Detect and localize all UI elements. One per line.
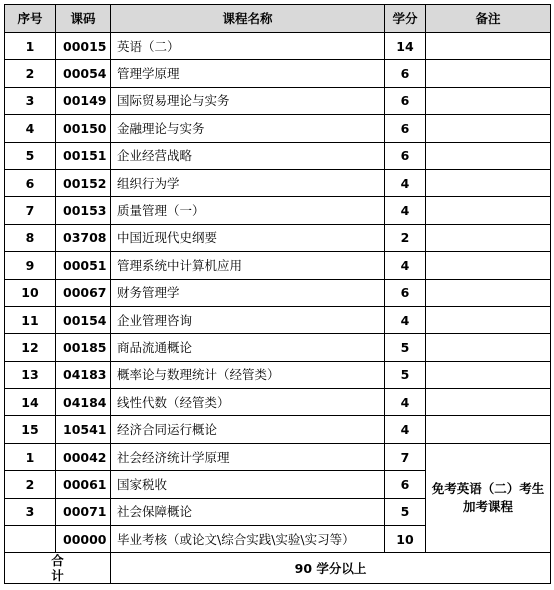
cell-credit: 2 (385, 224, 426, 251)
table-row (5, 443, 551, 470)
table-row (5, 334, 551, 361)
cell-credit: 6 (385, 115, 426, 142)
cell-credit: 4 (385, 416, 426, 443)
cell-credit: 5 (385, 361, 426, 388)
cell-no: 7 (5, 197, 56, 224)
cell-no: 4 (5, 115, 56, 142)
table-row (5, 115, 551, 142)
cell-credit: 6 (385, 87, 426, 114)
cell-note (426, 224, 551, 251)
cell-note (426, 142, 551, 169)
cell-code: 00042 (56, 443, 111, 470)
cell-name: 中国近现代史纲要 (111, 224, 385, 251)
cell-name: 毕业考核（或论文\综合实践\实验\实习等） (111, 526, 385, 553)
cell-code: 00149 (56, 87, 111, 114)
cell-credit: 7 (385, 443, 426, 470)
cell-no: 9 (5, 252, 56, 279)
cell-name: 社会保障概论 (111, 498, 385, 525)
cell-name: 国际贸易理论与实务 (111, 87, 385, 114)
cell-name: 企业经营战略 (111, 142, 385, 169)
cell-name: 概率论与数理统计（经管类） (111, 361, 385, 388)
cell-code: 04184 (56, 389, 111, 416)
cell-name: 英语（二） (111, 33, 385, 60)
cell-name: 金融理论与实务 (111, 115, 385, 142)
header-note: 备注 (426, 5, 551, 33)
cell-code: 03708 (56, 224, 111, 251)
cell-no: 14 (5, 389, 56, 416)
cell-credit: 5 (385, 334, 426, 361)
cell-name: 财务管理学 (111, 279, 385, 306)
cell-note (426, 361, 551, 388)
cell-note (426, 60, 551, 87)
cell-no: 2 (5, 60, 56, 87)
cell-credit: 6 (385, 279, 426, 306)
cell-note (426, 334, 551, 361)
cell-credit: 10 (385, 526, 426, 553)
total-label: 合 计 (5, 553, 111, 584)
total-value: 90 学分以上 (111, 553, 551, 584)
cell-credit: 4 (385, 169, 426, 196)
cell-credit: 14 (385, 33, 426, 60)
cell-code: 10541 (56, 416, 111, 443)
cell-no: 11 (5, 306, 56, 333)
cell-no: 1 (5, 443, 56, 470)
cell-no: 6 (5, 169, 56, 196)
table-row (5, 87, 551, 114)
cell-credit: 5 (385, 498, 426, 525)
cell-name: 企业管理咨询 (111, 306, 385, 333)
cell-note (426, 87, 551, 114)
cell-no (5, 526, 56, 553)
course-table (4, 4, 551, 584)
cell-name: 管理学原理 (111, 60, 385, 87)
cell-note (426, 306, 551, 333)
header-no: 序号 (5, 5, 56, 33)
cell-credit: 6 (385, 142, 426, 169)
cell-note (426, 115, 551, 142)
cell-code: 00067 (56, 279, 111, 306)
cell-code: 00152 (56, 169, 111, 196)
table-row (5, 60, 551, 87)
cell-no: 3 (5, 498, 56, 525)
cell-credit: 4 (385, 306, 426, 333)
cell-name: 商品流通概论 (111, 334, 385, 361)
cell-name: 国家税收 (111, 471, 385, 498)
cell-credit: 4 (385, 389, 426, 416)
cell-name: 经济合同运行概论 (111, 416, 385, 443)
note-line-2: 加考课程 (462, 499, 513, 515)
cell-no: 1 (5, 33, 56, 60)
cell-note (426, 416, 551, 443)
cell-note (426, 33, 551, 60)
header-code: 课码 (56, 5, 111, 33)
cell-code: 00051 (56, 252, 111, 279)
table-row (5, 389, 551, 416)
cell-no: 13 (5, 361, 56, 388)
table-row (5, 33, 551, 60)
cell-code: 04183 (56, 361, 111, 388)
cell-no: 10 (5, 279, 56, 306)
total-row (5, 553, 551, 584)
table-row (5, 361, 551, 388)
cell-code: 00054 (56, 60, 111, 87)
cell-name: 社会经济统计学原理 (111, 443, 385, 470)
cell-code: 00154 (56, 306, 111, 333)
cell-name: 组织行为学 (111, 169, 385, 196)
cell-code: 00061 (56, 471, 111, 498)
cell-credit: 4 (385, 197, 426, 224)
cell-code: 00071 (56, 498, 111, 525)
extra-courses-note (426, 443, 551, 553)
cell-code: 00000 (56, 526, 111, 553)
table-row (5, 252, 551, 279)
cell-name: 线性代数（经管类） (111, 389, 385, 416)
cell-name: 管理系统中计算机应用 (111, 252, 385, 279)
cell-no: 15 (5, 416, 56, 443)
cell-code: 00150 (56, 115, 111, 142)
table-row (5, 197, 551, 224)
cell-code: 00153 (56, 197, 111, 224)
table-row (5, 169, 551, 196)
cell-no: 12 (5, 334, 56, 361)
note-line-1: 免考英语（二）考生 (431, 481, 545, 497)
cell-note (426, 169, 551, 196)
cell-credit: 4 (385, 252, 426, 279)
cell-code: 00015 (56, 33, 111, 60)
table-row (5, 224, 551, 251)
cell-note (426, 389, 551, 416)
header-name: 课程名称 (111, 5, 385, 33)
table-row (5, 142, 551, 169)
header-row (5, 5, 551, 33)
table-row (5, 306, 551, 333)
cell-note (426, 279, 551, 306)
table-row (5, 279, 551, 306)
cell-note (426, 197, 551, 224)
cell-code: 00185 (56, 334, 111, 361)
cell-credit: 6 (385, 471, 426, 498)
table-row (5, 416, 551, 443)
cell-no: 5 (5, 142, 56, 169)
cell-no: 8 (5, 224, 56, 251)
cell-code: 00151 (56, 142, 111, 169)
cell-name: 质量管理（一） (111, 197, 385, 224)
cell-no: 3 (5, 87, 56, 114)
header-credit: 学分 (385, 5, 426, 33)
cell-credit: 6 (385, 60, 426, 87)
cell-no: 2 (5, 471, 56, 498)
cell-note (426, 252, 551, 279)
